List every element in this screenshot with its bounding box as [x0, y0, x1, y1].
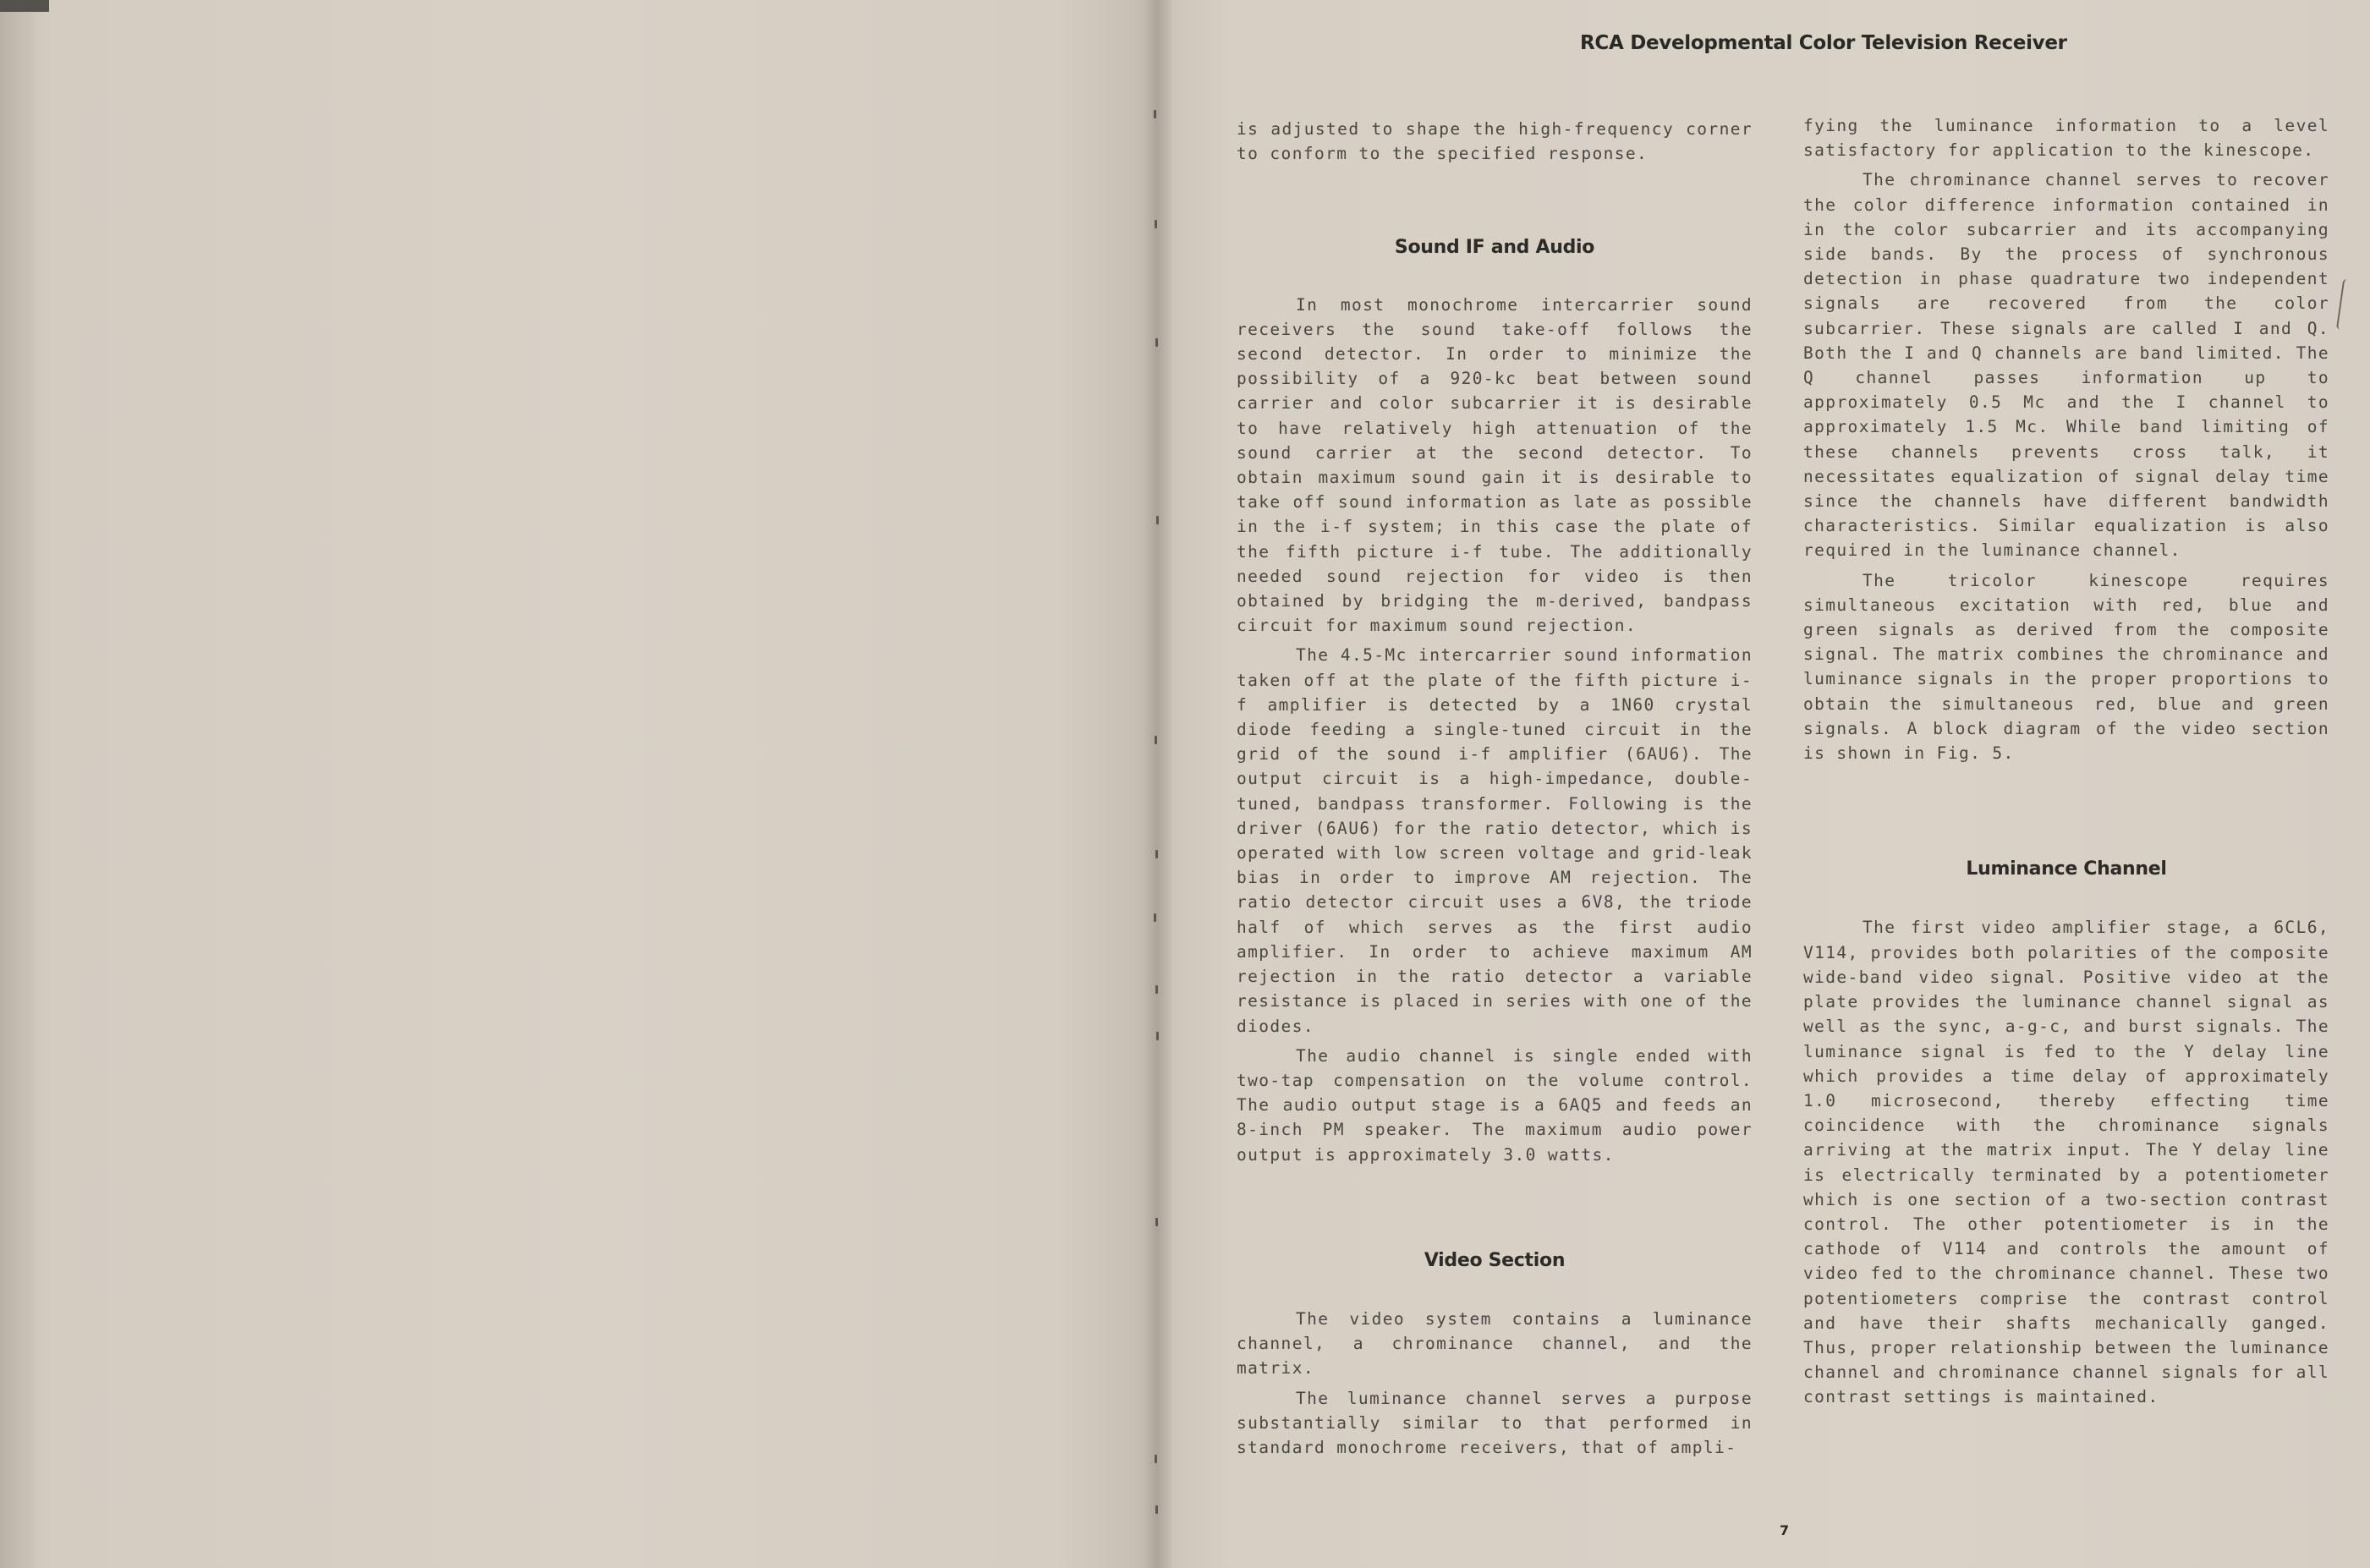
paragraph-tricolor: The tricolor kinescope requires simultaneous excitation with red, blue and green signals as derived from the composite signal. The matrix combines the chrominance and luminance signals in the proper proportions to obtain the simultaneous red, blue and green signals. A block diagram of the video section is shown in Fig. 5. — [1803, 570, 2329, 764]
binding-stitch — [1156, 516, 1159, 524]
heading-video-section: Video Section — [1424, 1249, 1566, 1271]
binding-stitch — [1155, 850, 1158, 858]
paragraph-video-2: The luminance channel serves a purpose substantially similar to that performed in standard monochrome receivers, that of ampli- — [1237, 1388, 1753, 1457]
heading-luminance-channel: Luminance Channel — [1966, 858, 2167, 880]
corner-tab — [0, 0, 49, 12]
binding-stitch — [1155, 1505, 1158, 1514]
binding-stitch — [1155, 985, 1158, 994]
paragraph-video-1: The video system contains a luminance channel, a chrominance channel, and the matrix. — [1237, 1308, 1753, 1379]
binding-stitch — [1155, 1218, 1158, 1226]
running-head: RCA Developmental Color Television Receiver — [1580, 32, 2067, 54]
page-number: 7 — [1780, 1522, 1790, 1538]
binding-stitch — [1155, 338, 1158, 347]
binding-stitch — [1156, 1032, 1159, 1040]
paragraph-continued: fying the luminance information to a level satisfactory for application to the kinescope. — [1803, 116, 2329, 161]
binding-stitch — [1154, 110, 1156, 118]
left-text-column — [1237, 117, 1753, 1465]
book-gutter — [1142, 0, 1172, 1568]
paragraph-sound-3: The audio channel is single ended with two-tap compensation on the volume control. The audio output stage is a 6AQ5 and feeds an 8-inch PM speaker. The maximum audio power output is approximately 3.0 watts. — [1237, 1045, 1753, 1165]
paragraph-sound-2: The 4.5-Mc intercarrier sound information taken off at the plate of the fifth picture i-f amplifier is detected by a 1N60 crystal diode feeding a single-tuned circuit in the grid of the sound i-f amplifier (6AU6). The output circuit is a high-impedance, double-tuned, bandpass transformer. Following is the driver (6AU6) for the ratio detector, which is operated with low screen voltage and grid-leak bias in order to improve AM rejection. The ratio detector circuit uses a 6V8, the triode half of which serves as the first audio amplifier. In order to achieve maximum AM rejection in the ratio detector a variable resistance is placed in series with one of the diodes. — [1237, 645, 1753, 1036]
paragraph-chrominance: The chrominance channel serves to recover the color difference information contained in in the color subcarrier and its accompanying side bands. By the process of synchronous detection in phase quadrature two independent signals are recovered from the color subcarrier. These signals are called I and Q. Both the I and Q channels are band limited. The Q channel passes information up to approximately 0.5 Mc and the I channel to approximately 1.5 Mc. While band limiting of these channels prevents cross talk, it necessitates equalization of signal delay time since the channels have different bandwidth characteristics. Similar equalization is also required in the luminance channel. — [1803, 170, 2329, 561]
heading-sound-if-audio: Sound IF and Audio — [1394, 237, 1595, 259]
right-text-column — [1803, 113, 2329, 1415]
binding-stitch — [1155, 220, 1157, 228]
binding-stitch — [1155, 1455, 1157, 1463]
paragraph-intro: is adjusted to shape the high-frequency corner to conform to the specified response. — [1237, 119, 1753, 164]
paragraph-luminance: The first video amplifier stage, a 6CL6, V114, provides both polarities of the composite wide-band video signal. Positive video at the plate provides the luminance channel signal as well as the sync, a-g-c, and burst signals. The luminance signal is fed to the Y delay line which provides a time delay of approximately 1.0 microsecond, thereby effecting time coincidence with the chrominance signals arriving at the matrix input. The Y delay line is electrically terminated by a potentiometer which is one section of a two-section contrast control. The other potentiometer is in the cathode of V114 and controls the amount of video fed to the chrominance channel. These two potentiometers comprise the contrast control and have their shafts mechanically ganged. Thus, proper relationship between the luminance channel and chrominance channel signals for all contrast settings is maintained. — [1803, 918, 2329, 1407]
left-page-edge — [0, 0, 34, 1568]
binding-stitch — [1154, 913, 1156, 922]
binding-stitch — [1155, 736, 1157, 744]
left-page-blank — [0, 0, 1157, 1568]
paragraph-sound-1: In most monochrome intercarrier sound receivers the sound take-off follows the second detector. In order to minimize the possibility of a 920-kc beat between sound carrier and color subcarrier it is desirable to have relatively high attenuation of the sound carrier at the second detector. To obtain maximum sound gain it is desirable to take off sound information as late as possible in the i-f system; in this case the plate of the fifth picture i-f tube. The additionally needed sound rejection for video is then obtained by bridging the m-derived, bandpass circuit for maximum sound rejection. — [1237, 294, 1753, 636]
